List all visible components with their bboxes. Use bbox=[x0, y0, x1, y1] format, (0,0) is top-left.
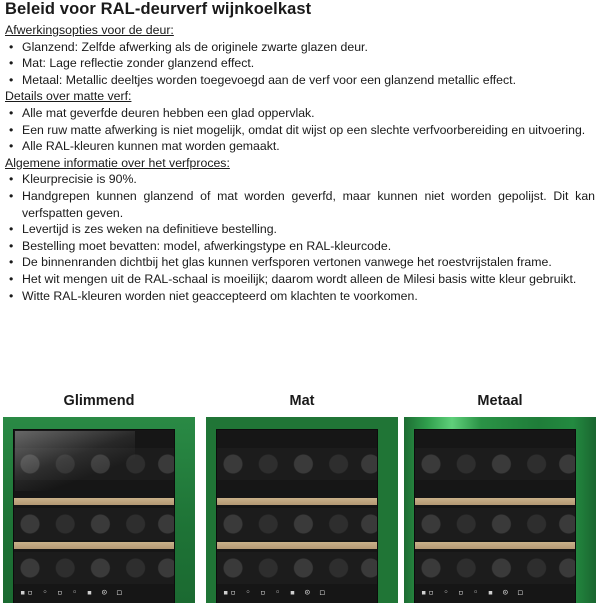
document-title: Beleid voor RAL-deurverf wijnkoelkast bbox=[5, 0, 312, 18]
fridge-door bbox=[414, 429, 576, 603]
wooden-rack bbox=[217, 542, 377, 549]
fridge-image-glossy bbox=[3, 417, 195, 603]
control-panel: ▪▫ ◦ ▫ ◦ ▪ ⊙ ◻ bbox=[421, 588, 525, 598]
fridge-door bbox=[216, 429, 378, 603]
section-matte-details bbox=[5, 88, 595, 154]
wooden-rack bbox=[217, 498, 377, 505]
bullet-list bbox=[5, 39, 595, 89]
list-item: • Witte RAL-kleuren worden niet geaccepteerd om klachten te voorkomen. bbox=[5, 288, 595, 305]
list-item: • Bestelling moet bevatten: model, afwerkingstype en RAL-kleurcode. bbox=[5, 238, 595, 255]
finish-panel-metal bbox=[404, 390, 596, 598]
list-item: • Het wit mengen uit de RAL-schaal is moeilijk; daarom wordt alleen de Milesi basis witte kleur gebruikt. bbox=[5, 271, 595, 288]
document-content bbox=[5, 22, 595, 304]
bottle-row bbox=[415, 508, 575, 540]
list-item: • Alle mat geverfde deuren hebben een glad oppervlak. bbox=[5, 105, 595, 122]
panel-label: Mat bbox=[289, 393, 315, 409]
fridge-door bbox=[13, 429, 175, 603]
panel-label: Glimmend bbox=[63, 393, 135, 409]
list-item: • Kleurprecisie is 90%. bbox=[5, 171, 595, 188]
section-heading: Afwerkingsopties voor de deur: bbox=[5, 23, 174, 37]
section-heading: Algemene informatie over het verfproces: bbox=[5, 155, 230, 170]
bottle-row bbox=[217, 508, 377, 540]
control-panel: ▪▫ ◦ ▫ ◦ ▪ ⊙ ◻ bbox=[223, 588, 327, 598]
list-item: • Een ruw matte afwerking is niet mogelijk, omdat dit wijst op een slechte verfvoorbereiding en uitvoering. bbox=[5, 122, 595, 139]
section-heading: Details over matte verf: bbox=[5, 89, 132, 104]
list-item: • Alle RAL-kleuren kunnen mat worden gemaakt. bbox=[5, 138, 595, 155]
list-item: • Glanzend: Zelfde afwerking als de originele zwarte glazen deur. bbox=[5, 39, 595, 56]
bottle-row bbox=[14, 508, 174, 540]
wooden-rack bbox=[415, 498, 575, 505]
wooden-rack bbox=[14, 498, 174, 505]
finish-panel-matte bbox=[206, 390, 398, 598]
fridge-image-metal bbox=[404, 417, 596, 603]
wooden-rack bbox=[415, 542, 575, 549]
list-item: • Levertijd is zes weken na definitieve bestelling. bbox=[5, 221, 595, 238]
list-item: • Mat: Lage reflectie zonder glanzend effect. bbox=[5, 55, 595, 72]
bottle-row bbox=[14, 552, 174, 584]
bullet-list bbox=[5, 105, 595, 155]
bottle-row bbox=[415, 448, 575, 480]
fridge-image-matte bbox=[206, 417, 398, 603]
list-item: • Handgrepen kunnen glanzend of mat worden geverfd, maar kunnen niet worden gepolijst. Dit kan verfspatten geven. bbox=[5, 188, 595, 221]
control-panel: ▪▫ ◦ ▫ ◦ ▪ ⊙ ◻ bbox=[20, 588, 124, 598]
bullet-list bbox=[5, 171, 595, 304]
bottle-row bbox=[415, 552, 575, 584]
wooden-rack bbox=[14, 542, 174, 549]
panel-label: Metaal bbox=[477, 393, 523, 409]
section-general-info bbox=[5, 155, 595, 304]
bottle-row bbox=[217, 552, 377, 584]
finish-panel-glossy bbox=[3, 390, 195, 598]
list-item: • De binnenranden dichtbij het glas kunnen verfsporen vertonen vanwege het roestvrijstalen frame. bbox=[5, 254, 595, 271]
bottle-row bbox=[14, 448, 174, 480]
section-finish-options bbox=[5, 22, 595, 88]
bottle-row bbox=[217, 448, 377, 480]
list-item: • Metaal: Metallic deeltjes worden toegevoegd aan de verf voor een glanzend metallic effect. bbox=[5, 72, 595, 89]
